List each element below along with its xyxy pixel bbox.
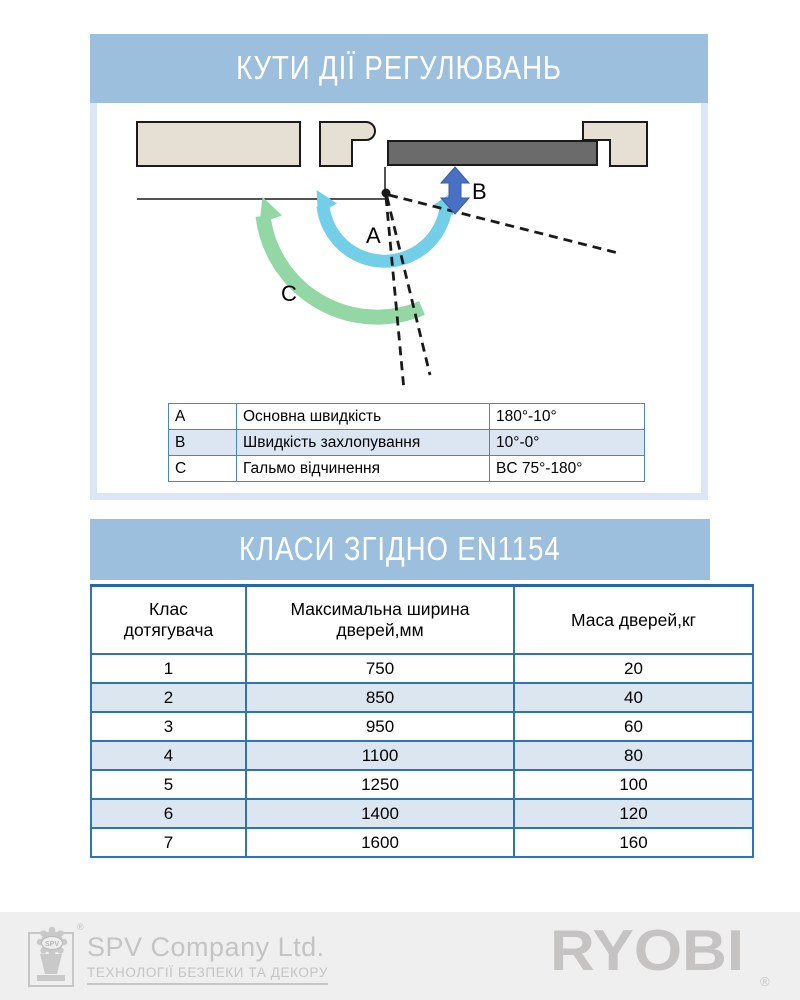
- column-header-width: Максимальна ширина дверей,мм: [246, 586, 514, 655]
- cell-class: 4: [91, 741, 246, 770]
- legend-label: Основна швидкість: [237, 404, 490, 430]
- wall-left: [137, 122, 300, 166]
- table-row: [169, 456, 645, 482]
- cell-width: 1400: [246, 799, 514, 828]
- legend-value: 180°-10°: [490, 404, 645, 430]
- legend-key: C: [169, 456, 237, 482]
- section-angles-header: [90, 34, 708, 103]
- en1154-classes-table: [90, 584, 754, 858]
- cell-mass: 20: [514, 654, 753, 683]
- spv-emblem-icon: [27, 926, 79, 988]
- table-row: [91, 770, 753, 799]
- door-closer-angle-diagram: [97, 103, 701, 403]
- table-row: [91, 828, 753, 857]
- spv-text-block: [87, 932, 328, 985]
- door-frame-hinge-side: [320, 122, 375, 166]
- ryobi-logo: RYOBI: [550, 919, 745, 984]
- ryobi-registered-mark: ®: [760, 974, 770, 989]
- table-row: [91, 654, 753, 683]
- spv-tagline: ТЕХНОЛОГІЇ БЕЗПЕКИ ТА ДЕКОРУ: [87, 965, 328, 985]
- cell-width: 750: [246, 654, 514, 683]
- legend-key: B: [169, 430, 237, 456]
- cell-width: 1250: [246, 770, 514, 799]
- legend-label: Гальмо відчинення: [237, 456, 490, 482]
- section-classes: [90, 519, 710, 858]
- spv-company-name: SPV Company Ltd.: [87, 932, 325, 962]
- cell-mass: 100: [514, 770, 753, 799]
- table-row: [91, 712, 753, 741]
- footer: [0, 912, 800, 1000]
- cell-mass: 60: [514, 712, 753, 741]
- angle-legend-table: [168, 403, 645, 482]
- column-header-class: Клас дотягувача: [91, 586, 246, 655]
- cell-mass: 40: [514, 683, 753, 712]
- column-header-mass: Маса дверей,кг: [514, 586, 753, 655]
- label-c: C: [281, 281, 297, 306]
- arrow-a-arc: [323, 206, 446, 261]
- door-leaf: [388, 141, 597, 165]
- cell-mass: 80: [514, 741, 753, 770]
- cell-class: 2: [91, 683, 246, 712]
- cell-mass: 160: [514, 828, 753, 857]
- cell-mass: 120: [514, 799, 753, 828]
- cell-width: 950: [246, 712, 514, 741]
- label-b: B: [472, 179, 487, 204]
- section-angles-body: [90, 103, 708, 500]
- spv-emblem-text: SPV: [44, 941, 60, 948]
- spv-registered-mark: ®: [77, 922, 84, 932]
- legend-key: A: [169, 404, 237, 430]
- dashed-line-closed-2: [387, 197, 430, 375]
- table-row: [91, 799, 753, 828]
- section-angles: [90, 34, 708, 500]
- cell-width: 1100: [246, 741, 514, 770]
- legend-label: Швидкість захлопування: [237, 430, 490, 456]
- table-row: [91, 683, 753, 712]
- section-classes-title: КЛАСИ ЗГІДНО EN1154: [239, 531, 561, 568]
- table-row: [91, 741, 753, 770]
- legend-value: BC 75°-180°: [490, 456, 645, 482]
- cell-class: 7: [91, 828, 246, 857]
- cell-width: 1600: [246, 828, 514, 857]
- section-angles-title: КУТИ ДІЇ РЕГУЛЮВАНЬ: [236, 50, 562, 87]
- label-a: A: [366, 223, 381, 248]
- legend-value: 10°-0°: [490, 430, 645, 456]
- cell-width: 850: [246, 683, 514, 712]
- table-row: [169, 430, 645, 456]
- cell-class: 1: [91, 654, 246, 683]
- cell-class: 5: [91, 770, 246, 799]
- table-row: [169, 404, 645, 430]
- pivot-point: [382, 189, 391, 198]
- section-classes-header: [90, 519, 710, 580]
- cell-class: 3: [91, 712, 246, 741]
- cell-class: 6: [91, 799, 246, 828]
- table-header-row: [91, 586, 753, 655]
